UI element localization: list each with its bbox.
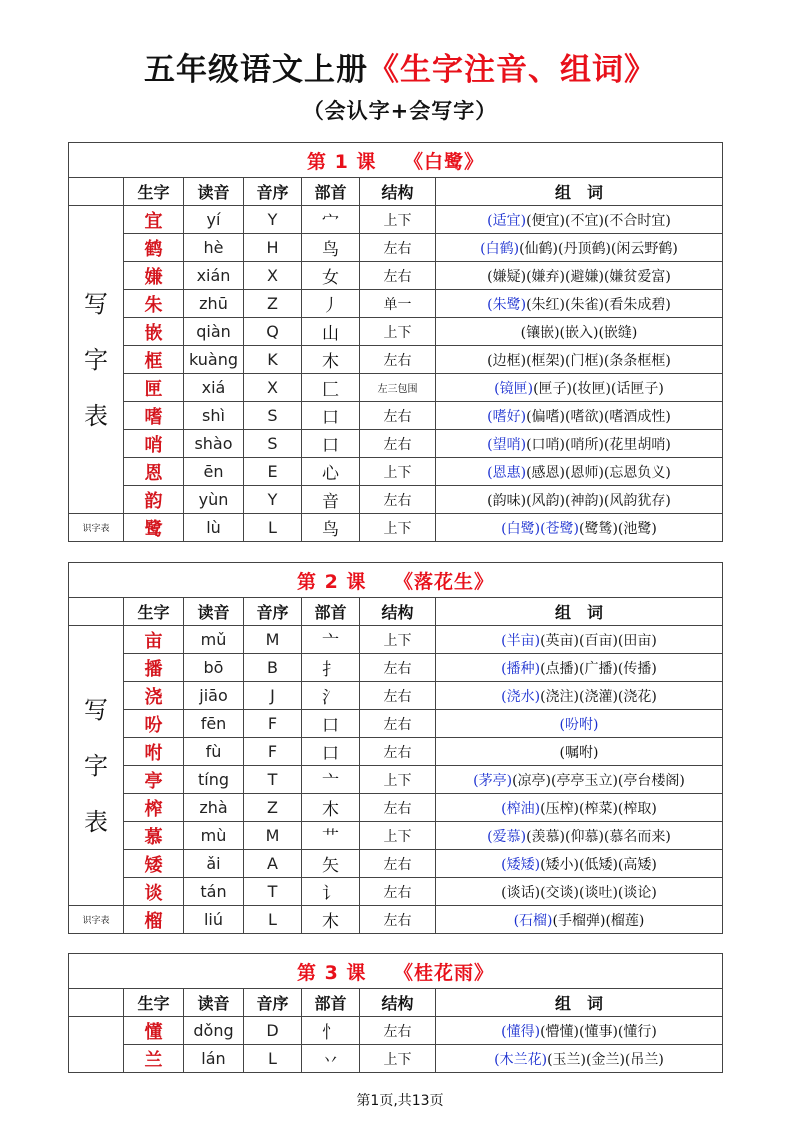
pinyin-cell: jiāo (184, 682, 244, 710)
radical-cell: 丷 (302, 1045, 360, 1073)
char-cell: 鹭 (124, 514, 184, 542)
table-row (69, 234, 723, 262)
column-header-col-order: 音序 (244, 598, 302, 626)
words-normal: (匣子)(妆匣)(话匣子) (533, 380, 664, 397)
structure-cell: 左右 (360, 346, 436, 374)
order-cell: J (244, 682, 302, 710)
radical-cell: 心 (302, 458, 360, 486)
words-cell (436, 430, 723, 458)
words-normal: (口哨)(哨所)(花里胡哨) (526, 436, 671, 453)
radical-cell: 口 (302, 430, 360, 458)
lesson-table-2 (68, 562, 723, 934)
radical-cell: 音 (302, 486, 360, 514)
radical-cell: 鸟 (302, 234, 360, 262)
pinyin-cell: shào (184, 430, 244, 458)
order-cell: Z (244, 290, 302, 318)
char-cell: 嵌 (124, 318, 184, 346)
column-header-row (69, 989, 723, 1017)
words-cell (436, 878, 723, 906)
lesson-title: 第 2 课 《落花生》 (69, 563, 723, 598)
order-cell: Q (244, 318, 302, 346)
char-cell: 框 (124, 346, 184, 374)
table-row (69, 626, 723, 654)
pinyin-cell: xián (184, 262, 244, 290)
column-header-col-words: 组 词 (436, 989, 723, 1017)
table-row (69, 906, 723, 934)
words-highlight: (镜匣) (494, 380, 534, 397)
char-cell: 匣 (124, 374, 184, 402)
words-normal: (谈话)(交谈)(谈吐)(谈论) (501, 884, 657, 901)
table-row (69, 290, 723, 318)
pinyin-cell: kuàng (184, 346, 244, 374)
order-cell: T (244, 766, 302, 794)
words-cell (436, 654, 723, 682)
table-row (69, 794, 723, 822)
column-header-col-words: 组 词 (436, 598, 723, 626)
table-row (69, 738, 723, 766)
words-highlight: (吩咐) (559, 716, 599, 733)
words-normal: (玉兰)(金兰)(吊兰) (547, 1051, 664, 1068)
radical-cell: 木 (302, 346, 360, 374)
words-normal: (便宜)(不宜)(不合时宜) (526, 212, 671, 229)
pinyin-cell: qiàn (184, 318, 244, 346)
write-table-label (69, 626, 124, 906)
structure-cell: 上下 (360, 206, 436, 234)
char-cell: 嫌 (124, 262, 184, 290)
column-header-col-pinyin: 读音 (184, 598, 244, 626)
words-highlight: (懂得) (501, 1023, 541, 1040)
table-row (69, 458, 723, 486)
radical-cell: 山 (302, 318, 360, 346)
order-cell: T (244, 878, 302, 906)
order-cell: A (244, 850, 302, 878)
char-cell: 慕 (124, 822, 184, 850)
pinyin-cell: lán (184, 1045, 244, 1073)
column-header-col-order: 音序 (244, 178, 302, 206)
page-footer: 第1页,共13页 (356, 1093, 444, 1109)
words-cell (436, 794, 723, 822)
words-highlight: (木兰花) (494, 1051, 548, 1068)
words-cell (436, 402, 723, 430)
words-normal: (矮小)(低矮)(高矮) (540, 856, 657, 873)
words-highlight: (榨油) (501, 800, 541, 817)
recognize-table-label: 识字表 (69, 514, 124, 542)
recognize-table-label: 识字表 (69, 906, 124, 934)
write-label-char: 写 (84, 289, 108, 318)
write-table-label (69, 1017, 124, 1073)
write-label-char: 表 (84, 807, 108, 836)
table-row (69, 822, 723, 850)
structure-cell: 上下 (360, 822, 436, 850)
words-normal: (鹭鸶)(池鹭) (579, 520, 657, 537)
char-cell: 宜 (124, 206, 184, 234)
radical-cell: 木 (302, 794, 360, 822)
structure-cell: 上下 (360, 626, 436, 654)
table-row (69, 206, 723, 234)
pinyin-cell: fēn (184, 710, 244, 738)
radical-cell: 艹 (302, 822, 360, 850)
order-cell: Z (244, 794, 302, 822)
write-label-char: 字 (84, 751, 108, 780)
column-header-col-char: 生字 (124, 989, 184, 1017)
column-header-col-pinyin: 读音 (184, 989, 244, 1017)
structure-cell: 左右 (360, 1017, 436, 1045)
words-normal: (浇注)(浇灌)(浇花) (540, 688, 657, 705)
column-header-col-structure: 结构 (360, 178, 436, 206)
table-row (69, 318, 723, 346)
structure-cell: 左右 (360, 906, 436, 934)
pinyin-cell: bō (184, 654, 244, 682)
words-highlight: (矮矮) (501, 856, 541, 873)
order-cell: Y (244, 486, 302, 514)
words-normal: (仙鹤)(丹顶鹤)(闲云野鹤) (519, 240, 678, 257)
pinyin-cell: ēn (184, 458, 244, 486)
pinyin-cell: lù (184, 514, 244, 542)
char-cell: 榴 (124, 906, 184, 934)
pinyin-cell: yí (184, 206, 244, 234)
words-highlight: (爱慕) (487, 828, 527, 845)
radical-cell: 木 (302, 906, 360, 934)
radical-cell: 丿 (302, 290, 360, 318)
structure-cell: 左右 (360, 262, 436, 290)
pinyin-cell: mù (184, 822, 244, 850)
table-row (69, 710, 723, 738)
words-normal: (压榨)(榨菜)(榨取) (540, 800, 657, 817)
words-cell (436, 766, 723, 794)
column-header-blank (69, 598, 124, 626)
page-title (0, 44, 800, 89)
radical-cell: 口 (302, 402, 360, 430)
words-normal: (英亩)(百亩)(田亩) (540, 632, 657, 649)
column-header-col-char: 生字 (124, 598, 184, 626)
order-cell: M (244, 822, 302, 850)
table-row (69, 486, 723, 514)
order-cell: K (244, 346, 302, 374)
pinyin-cell: xiá (184, 374, 244, 402)
radical-cell: 氵 (302, 682, 360, 710)
order-cell: L (244, 1045, 302, 1073)
words-cell (436, 710, 723, 738)
lesson-header-row (69, 143, 723, 178)
order-cell: Y (244, 206, 302, 234)
radical-cell: 亠 (302, 626, 360, 654)
pinyin-cell: mǔ (184, 626, 244, 654)
words-cell (436, 318, 723, 346)
char-cell: 浇 (124, 682, 184, 710)
char-cell: 韵 (124, 486, 184, 514)
table-row (69, 402, 723, 430)
radical-cell: 忄 (302, 1017, 360, 1045)
char-cell: 朱 (124, 290, 184, 318)
words-cell (436, 850, 723, 878)
words-cell (436, 262, 723, 290)
column-header-col-order: 音序 (244, 989, 302, 1017)
column-header-blank (69, 989, 124, 1017)
words-normal: (嘱咐) (559, 744, 599, 761)
char-cell: 矮 (124, 850, 184, 878)
order-cell: L (244, 514, 302, 542)
structure-cell: 上下 (360, 318, 436, 346)
words-highlight: (白鹤) (480, 240, 520, 257)
table-row (69, 374, 723, 402)
structure-cell: 左右 (360, 794, 436, 822)
order-cell: X (244, 262, 302, 290)
words-highlight: (恩惠) (487, 464, 527, 481)
structure-cell: 上下 (360, 1045, 436, 1073)
pinyin-cell: tíng (184, 766, 244, 794)
char-cell: 亭 (124, 766, 184, 794)
pinyin-cell: liú (184, 906, 244, 934)
words-normal: (嫌疑)(嫌弃)(避嫌)(嫌贫爱富) (487, 268, 671, 285)
char-cell: 吩 (124, 710, 184, 738)
words-highlight: (嗜好) (487, 408, 527, 425)
structure-cell: 左右 (360, 654, 436, 682)
column-header-blank (69, 178, 124, 206)
order-cell: F (244, 710, 302, 738)
order-cell: S (244, 430, 302, 458)
words-cell (436, 738, 723, 766)
radical-cell: 口 (302, 738, 360, 766)
words-highlight: (白鹭)(苍鹭) (501, 520, 579, 537)
write-label-char: 字 (84, 345, 108, 374)
radical-cell: 女 (302, 262, 360, 290)
lesson-table-3 (68, 953, 723, 1073)
lesson-title: 第 1 课 《白鹭》 (69, 143, 723, 178)
structure-cell: 上下 (360, 458, 436, 486)
words-cell (436, 626, 723, 654)
table-row (69, 430, 723, 458)
table-row (69, 1017, 723, 1045)
words-cell (436, 346, 723, 374)
char-cell: 榨 (124, 794, 184, 822)
order-cell: E (244, 458, 302, 486)
table-row (69, 682, 723, 710)
order-cell: D (244, 1017, 302, 1045)
char-cell: 哨 (124, 430, 184, 458)
words-cell (436, 1017, 723, 1045)
radical-cell: 扌 (302, 654, 360, 682)
words-cell (436, 906, 723, 934)
write-label-char: 写 (84, 695, 108, 724)
words-highlight: (适宜) (487, 212, 527, 229)
char-cell: 恩 (124, 458, 184, 486)
words-cell (436, 822, 723, 850)
column-header-col-words: 组 词 (436, 178, 723, 206)
column-header-row (69, 598, 723, 626)
structure-cell: 左右 (360, 402, 436, 430)
words-normal: (感恩)(恩师)(忘恩负义) (526, 464, 671, 481)
table-row (69, 766, 723, 794)
lesson-table-1 (68, 142, 723, 542)
words-cell (436, 682, 723, 710)
words-highlight: (朱鹭) (487, 296, 527, 313)
words-cell (436, 1045, 723, 1073)
column-header-col-char: 生字 (124, 178, 184, 206)
words-normal: (手榴弹)(榴莲) (552, 912, 645, 929)
words-normal: (镶嵌)(嵌入)(嵌缝) (520, 324, 638, 341)
order-cell: F (244, 738, 302, 766)
column-header-col-structure: 结构 (360, 598, 436, 626)
words-normal: (偏嗜)(嗜欲)(嗜酒成性) (526, 408, 671, 425)
order-cell: H (244, 234, 302, 262)
char-cell: 懂 (124, 1017, 184, 1045)
words-cell (436, 234, 723, 262)
words-highlight: (播种) (501, 660, 541, 677)
structure-cell: 左右 (360, 878, 436, 906)
pinyin-cell: zhà (184, 794, 244, 822)
structure-cell: 左右 (360, 234, 436, 262)
structure-cell: 左右 (360, 738, 436, 766)
page-subtitle: （会认字+会写字） (302, 99, 498, 123)
pinyin-cell: fù (184, 738, 244, 766)
pinyin-cell: zhū (184, 290, 244, 318)
words-highlight: (望哨) (487, 436, 527, 453)
table-row (69, 346, 723, 374)
char-cell: 兰 (124, 1045, 184, 1073)
lesson-header-row (69, 954, 723, 989)
column-header-col-radical: 部首 (302, 989, 360, 1017)
write-label-char: 表 (84, 401, 108, 430)
radical-cell: 鸟 (302, 514, 360, 542)
words-cell (436, 290, 723, 318)
words-highlight: (茅亭) (473, 772, 513, 789)
column-header-row (69, 178, 723, 206)
structure-cell: 左右 (360, 430, 436, 458)
structure-cell: 左右 (360, 682, 436, 710)
words-normal: (韵味)(风韵)(神韵)(风韵犹存) (487, 492, 671, 509)
order-cell: M (244, 626, 302, 654)
words-cell (436, 206, 723, 234)
write-table-label (69, 206, 124, 514)
char-cell: 嗜 (124, 402, 184, 430)
table-row (69, 850, 723, 878)
column-header-col-structure: 结构 (360, 989, 436, 1017)
char-cell: 谈 (124, 878, 184, 906)
column-header-col-radical: 部首 (302, 178, 360, 206)
table-row (69, 262, 723, 290)
pinyin-cell: shì (184, 402, 244, 430)
words-normal: (点播)(广播)(传播) (540, 660, 657, 677)
column-header-col-pinyin: 读音 (184, 178, 244, 206)
words-normal: (凉亭)(亭亭玉立)(亭台楼阁) (512, 772, 685, 789)
page-header (0, 44, 800, 125)
structure-cell: 左右 (360, 850, 436, 878)
radical-cell: 亠 (302, 766, 360, 794)
table-row (69, 878, 723, 906)
pinyin-cell: tán (184, 878, 244, 906)
order-cell: L (244, 906, 302, 934)
order-cell: B (244, 654, 302, 682)
structure-cell: 左三包围 (360, 374, 436, 402)
char-cell: 咐 (124, 738, 184, 766)
radical-cell: 匚 (302, 374, 360, 402)
structure-cell: 上下 (360, 766, 436, 794)
title-highlight: 《生字注音、组词》 (368, 52, 656, 88)
structure-cell: 单一 (360, 290, 436, 318)
lesson-header-row (69, 563, 723, 598)
pinyin-cell: dǒng (184, 1017, 244, 1045)
column-header-col-radical: 部首 (302, 598, 360, 626)
pinyin-cell: ǎi (184, 850, 244, 878)
radical-cell: 口 (302, 710, 360, 738)
radical-cell: 矢 (302, 850, 360, 878)
radical-cell: 讠 (302, 878, 360, 906)
char-cell: 鹤 (124, 234, 184, 262)
words-normal: (羡慕)(仰慕)(慕名而来) (526, 828, 671, 845)
order-cell: X (244, 374, 302, 402)
words-normal: (边框)(框架)(门框)(条条框框) (487, 352, 671, 369)
title-prefix: 五年级语文上册 (144, 52, 368, 88)
table-row (69, 1045, 723, 1073)
words-highlight: (石榴) (513, 912, 553, 929)
words-highlight: (半亩) (501, 632, 541, 649)
table-row (69, 654, 723, 682)
table-row (69, 514, 723, 542)
pinyin-cell: yùn (184, 486, 244, 514)
structure-cell: 左右 (360, 486, 436, 514)
char-cell: 亩 (124, 626, 184, 654)
words-cell (436, 486, 723, 514)
words-cell (436, 374, 723, 402)
structure-cell: 左右 (360, 710, 436, 738)
words-normal: (朱红)(朱雀)(看朱成碧) (526, 296, 671, 313)
words-highlight: (浇水) (501, 688, 541, 705)
words-cell (436, 514, 723, 542)
order-cell: S (244, 402, 302, 430)
lesson-title: 第 3 课 《桂花雨》 (69, 954, 723, 989)
char-cell: 播 (124, 654, 184, 682)
pinyin-cell: hè (184, 234, 244, 262)
words-normal: (懵懂)(懂事)(懂行) (540, 1023, 657, 1040)
words-cell (436, 458, 723, 486)
structure-cell: 上下 (360, 514, 436, 542)
radical-cell: 宀 (302, 206, 360, 234)
